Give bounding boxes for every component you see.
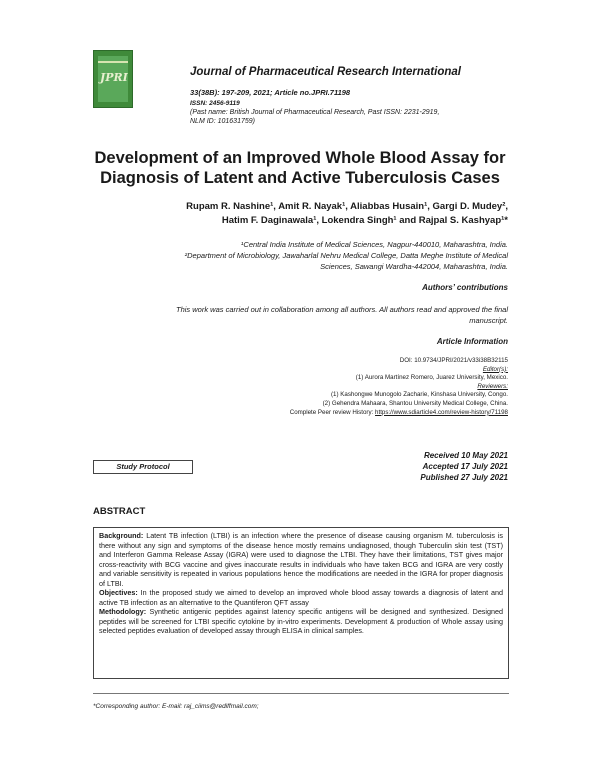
authors-line-2: Hatim F. Daginawala¹, Lokendra Singh¹ and Rajpal S. Kashyap¹* [221, 215, 508, 226]
abstract-heading: ABSTRACT [93, 506, 146, 517]
editor-1: (1) Aurora Martínez Romero, Juarez University, Mexico. [355, 374, 508, 382]
article-type-box: Study Protocol [93, 460, 193, 474]
history-label: Complete Peer review History: [289, 408, 374, 416]
methodology-text: Synthetic antigenic peptides against latency specific antigens will be designed and synthesized. Designed peptides will be screened for LTBI specific cytokine by in-vitro experiments. Development & production of Whole assay using selected peptides evaluation of developed assay through ELISA in clinical samples. [99, 607, 503, 635]
cover-logo: JPRI [100, 71, 128, 84]
article-info-heading: Article Information [436, 337, 508, 346]
abstract-box [93, 527, 509, 679]
contributions-text [88, 304, 508, 326]
affiliation-2-cont: Sciences, Sawangi Wardha-442004, Maharashtra, India. [320, 262, 508, 271]
contributions-line-2: manuscript. [469, 316, 508, 325]
past-name: (Past name: British Journal of Pharmaceutical Research, Past ISSN: 2231-2919, [190, 109, 440, 116]
journal-cover-image [93, 50, 133, 108]
reviewer-1: (1) Kashongwe Munogolo Zacharie, Kinshasa University, Congo. [330, 391, 508, 399]
objectives-label: Objectives: [99, 588, 138, 597]
background-text: Latent TB infection (LTBI) is an infection where the presence of disease causing organism M. tuberculosis is there without any sign and symptoms of the disease hence mostly remains undiagnosed, though Tuberculin skin test (TST) and Interferon Gamma Release Assay (IGRA) were used to diagnose the LTBI. They have their limitations, TST gives major cross-reactivity with BCG vaccine and gives inaccurate results in individuals who have taken BCG and IGRA are very costly and variable sensitivity is repeated in various populations hence the modifications are needed in the IGRA for proper diagnosis of LTBI. [99, 531, 503, 588]
abstract-methodology [99, 607, 503, 636]
reviewers-label: Reviewers: [477, 382, 508, 390]
editors-label: Editor(s): [482, 365, 508, 373]
date-received: Received 10 May 2021 [423, 451, 508, 460]
history-link[interactable]: https://www.sdiarticle4.com/review-history/71198 [375, 408, 508, 416]
doi: DOI: 10.9734/JPRI/2021/v33i38B32115 [399, 357, 508, 364]
article-info [78, 357, 508, 417]
citation: 33(38B): 197-209, 2021; Article no.JPRI.71198 [190, 88, 351, 97]
affiliations [88, 239, 508, 272]
objectives-text: In the proposed study we aimed to develop an improved whole blood assay towards a diagnosis of latent and active TB infection as an alternative to the Quantiferon QFT assay [99, 588, 503, 607]
title-line-2: Diagnosis of Latent and Active Tuberculosis Cases [100, 169, 500, 187]
abstract-background [99, 531, 503, 588]
dates [420, 450, 508, 483]
contributions-heading: Authors’ contributions [422, 283, 508, 292]
nlm-id: NLM ID: 101631759) [190, 118, 255, 125]
corresponding-author-footnote: *Corresponding author: E-mail: raj_ciims@rediffmail.com; [93, 703, 259, 710]
background-label: Background: [99, 531, 144, 540]
abstract-objectives [99, 588, 503, 607]
journal-title: Journal of Pharmaceutical Research International [190, 66, 461, 78]
cover-bar [98, 61, 128, 63]
affiliation-1: ¹Central India Institute of Medical Sciences, Nagpur-440010, Maharashtra, India. [240, 240, 508, 249]
affiliation-2: ²Department of Microbiology, Jawaharlal Nehru Medical College, Datta Meghe Institute of Medical [184, 251, 508, 260]
issn: ISSN: 2456-9119 [190, 100, 240, 107]
date-accepted: Accepted 17 July 2021 [422, 462, 508, 471]
methodology-label: Methodology: [99, 607, 147, 616]
title-line-1: Development of an Improved Whole Blood Assay for [94, 149, 506, 167]
reviewer-2: (2) Gehendra Mahaara, Shantou University Medical College, China. [322, 399, 508, 407]
date-published: Published 27 July 2021 [420, 473, 508, 482]
paper-title [0, 148, 600, 188]
authors [186, 200, 508, 228]
contributions-line-1: This work was carried out in collaboration among all authors. All authors read and approved the final [176, 305, 508, 314]
footnote-divider [93, 693, 509, 694]
authors-line-1: Rupam R. Nashine¹, Amit R. Nayak¹, Aliabbas Husain¹, Gargi D. Mudey², [186, 201, 508, 212]
peer-review-history [78, 409, 508, 418]
